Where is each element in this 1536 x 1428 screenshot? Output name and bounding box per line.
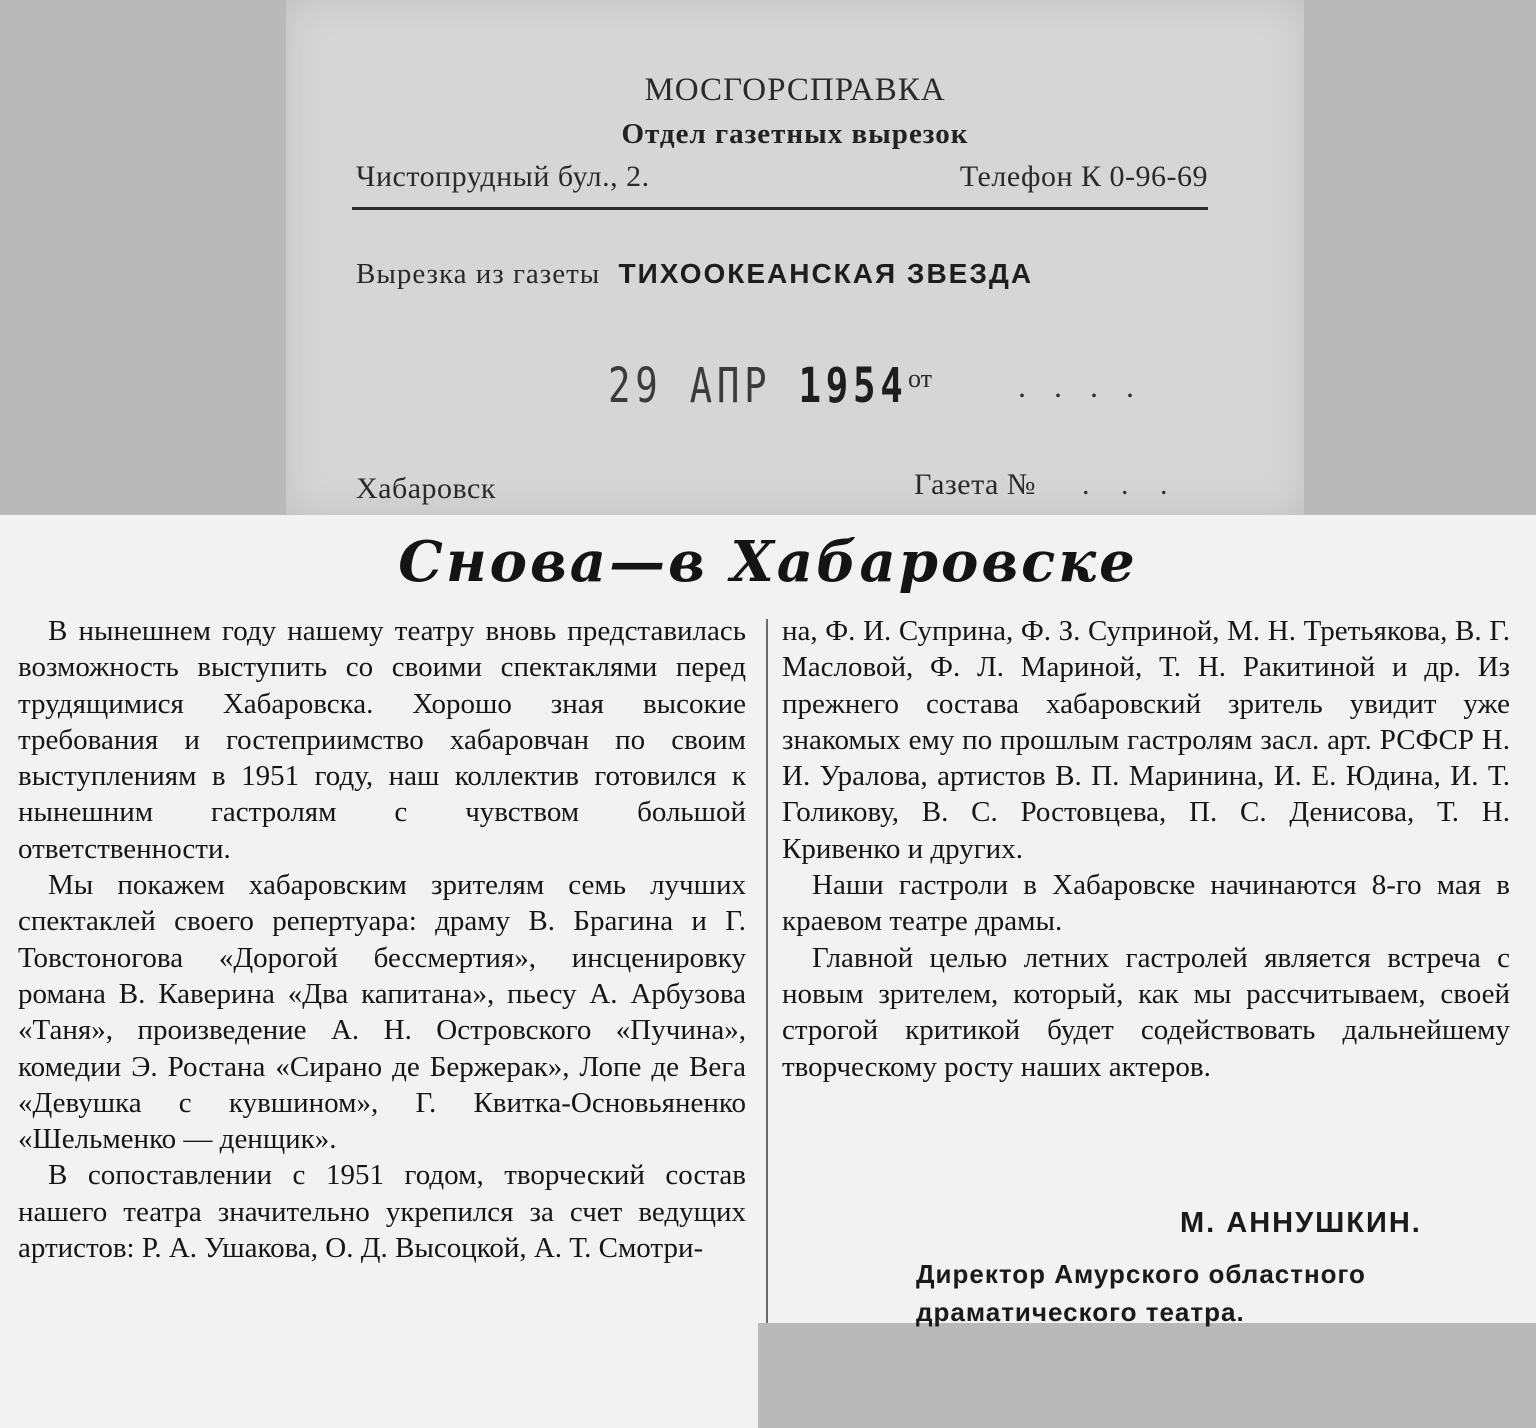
author-title: Директор Амурского областного драматического театра. xyxy=(916,1259,1366,1327)
stamp-year: 1954 xyxy=(798,358,908,414)
clip-source-line xyxy=(356,258,1033,291)
issue-label: Газета № xyxy=(914,468,1036,501)
date-dots: . . . . xyxy=(1018,368,1144,404)
paragraph: В сопоставлении с 1951 годом, творческий состав нашего театра значительно укрепился за счет ведущих артистов: Р. А. Ушакова, О. Д. Высоцкой, А. Т. Смотри- xyxy=(18,1159,746,1265)
paragraph: Главной целью летних гастролей является встреча с новым зрителем, который, как мы рассчитываем, своей строгой критикой будет содействовать дальнейшему творческому росту наших актеров. xyxy=(782,941,1510,1083)
paragraph: В нынешнем году нашему театру вновь представилась возможность выступить со своими спектаклями перед трудящимися Хабаровска. Хорошо зная высокие требования и гостеприимство хабаровчан по своим выступлениям в 1951 году, наш коллектив готовился к нынешним гастролям с чувством большой ответственности. xyxy=(18,615,746,865)
headline-strip xyxy=(0,515,1536,605)
organization-name: МОСГОРСПРАВКА xyxy=(644,72,946,108)
right-column-text xyxy=(782,613,1510,1085)
paragraph: на, Ф. И. Суприна, Ф. З. Суприной, М. Н. Третьякова, В. Г. Масловой, Ф. Л. Мариной, Т. Н. Ракитиной и др. Из прежнего состава хабаровский зритель увидит уже знакомых ему по прошлым гастролям засл. арт. РСФСР Н. И. Уралова, артистов В. П. Маринина, И. Е. Юдина, И. Т. Голикову, В. С. Ростовцева, П. С. Денисова, Т. Н. Кривенко и других. xyxy=(782,615,1510,865)
phone-number: Телефон К 0-96-69 xyxy=(959,160,1208,193)
article-headline: Снова—в Хабаровске xyxy=(398,529,1138,595)
newspaper-name: ТИХООКЕАНСКАЯ ЗВЕЗДА xyxy=(618,258,1034,289)
paragraph: Наши гастроли в Хабаровске начинаются 8-го мая в краевом театре драмы. xyxy=(782,869,1510,938)
address: Чистопрудный бул., 2. xyxy=(356,160,650,193)
left-column-text xyxy=(18,613,746,1266)
department-name: Отдел газетных вырезок xyxy=(621,118,969,150)
city-name: Хабаровск xyxy=(356,472,496,505)
newspaper-article xyxy=(0,515,1536,1428)
column-divider xyxy=(766,619,768,1323)
date-stamp xyxy=(608,358,907,414)
paragraph: Мы покажем хабаровским зрителям семь лучших спектаклей своего репертуара: драму В. Брагина и Г. Товстоногова «Дорогой бессмертия», инсценировку романа В. Каверина «Два капитана», пьесу А. Арбузова «Таня», произведение А. Н. Островского «Пучина», комедии Э. Ростана «Сирано де Бержерак», Лопе де Вега «Девушка с кувшином», Г. Квитка-Основьяненко «Шельменко — денщик». xyxy=(18,869,746,1156)
from-label: от xyxy=(908,364,933,393)
stamp-day-month: 29 АПР xyxy=(608,358,772,414)
author-signature: М. АННУШКИН. xyxy=(1180,1207,1422,1239)
clip-prefix: Вырезка из газеты xyxy=(356,258,601,290)
clipping-label-card xyxy=(286,0,1304,515)
issue-dots: . . . xyxy=(1082,468,1180,501)
header-rule xyxy=(352,207,1208,210)
